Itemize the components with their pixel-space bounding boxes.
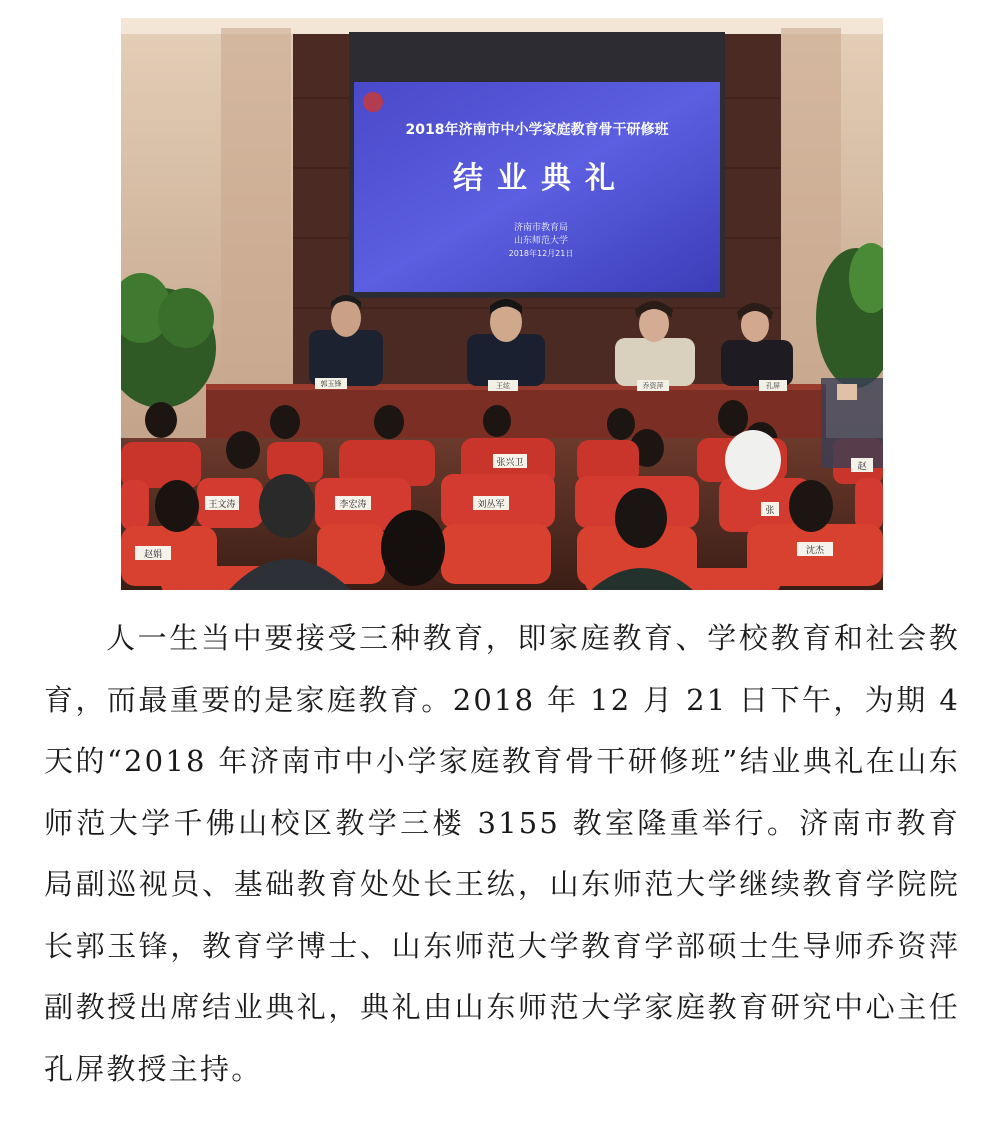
wall-pillar-left [221, 28, 291, 408]
seat-tag-2: 李宏涛 [339, 500, 367, 510]
slide-main-title: 结业典礼 [453, 161, 629, 196]
podium-tag-1: 郭玉锋 [320, 380, 342, 388]
podium-tag-4: 孔屏 [766, 382, 780, 390]
seat-tag-5: 沈杰 [805, 546, 825, 556]
plant-left [121, 273, 216, 408]
seat-tag-6: 张兴卫 [496, 458, 524, 468]
seat-tag-3: 刘丛军 [477, 500, 505, 510]
ceremony-photo [121, 18, 883, 590]
slide-org-2: 山东师范大学 [513, 236, 569, 246]
seat-tag-8: 赵 [857, 462, 867, 472]
slide-org-1: 济南市教育局 [513, 223, 569, 233]
logo-icon [363, 92, 383, 112]
podium-tag-2: 王纮 [496, 382, 510, 390]
podium-tag-3: 乔资萍 [642, 382, 664, 390]
ceremony-photo-drawing [121, 18, 883, 590]
seat-tag-7: 张 [765, 506, 775, 516]
article-paragraph: 人一生当中要接受三种教育，即家庭教育、学校教育和社会教育，而最重要的是家庭教育。2018 年 12 月 21 日下午，为期 4 天的“2018 年济南市中小学家庭教育骨干研修班”结业典礼在山东师范大学千佛山校区教学三楼 3155 教室隆重举行。济南市教育局副巡视员、基础教育处处长王纮，山东师范大学继续教育学院院长郭玉锋，教育学博士、山东师范大学教育学部硕士生导师乔资萍副教授出席结业典礼，典礼由山东师范大学家庭教育研究中心主任孔屏教授主持。 [44, 621, 960, 1086]
slide-title: 2018年济南市中小学家庭教育骨干研修班 [405, 122, 669, 138]
seat-tag-4: 赵娟 [143, 550, 163, 560]
slide-date: 2018年12月21日 [508, 249, 574, 258]
seat-tag-1: 王文涛 [208, 500, 236, 510]
